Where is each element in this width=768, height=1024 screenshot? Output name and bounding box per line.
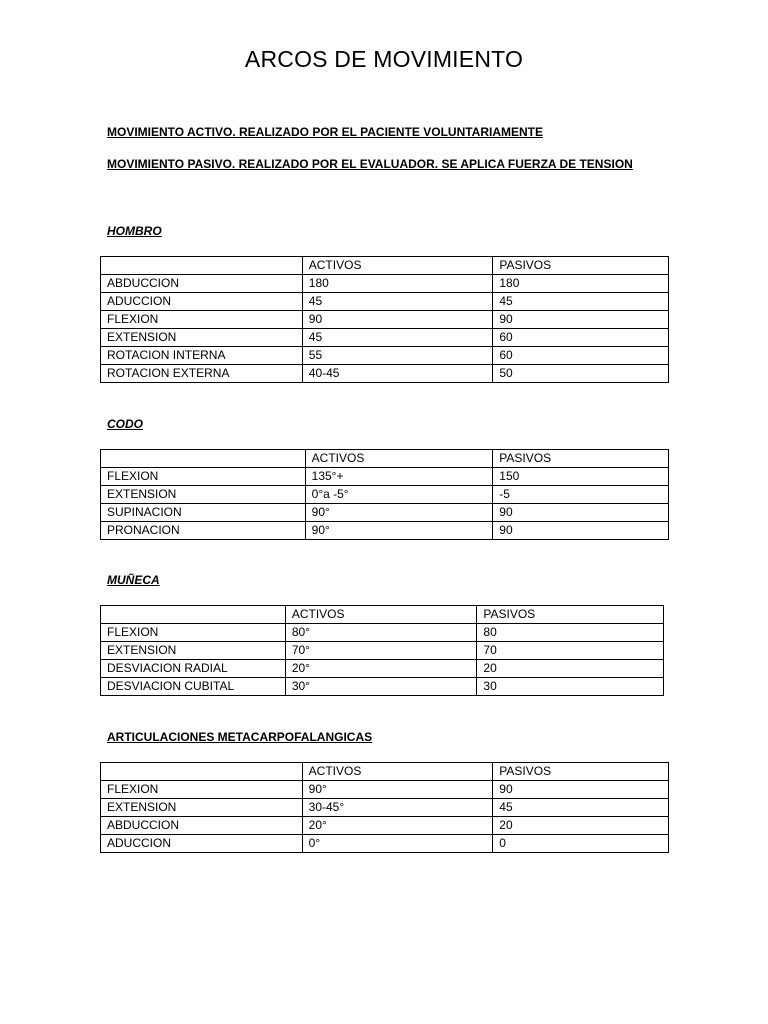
movement-cell: ADUCCION bbox=[101, 293, 303, 311]
activos-cell: 80° bbox=[285, 624, 477, 642]
activos-cell: 0° bbox=[302, 835, 493, 853]
activos-cell: 70° bbox=[285, 642, 477, 660]
pasivos-cell: 20 bbox=[477, 660, 664, 678]
table-header-cell: ACTIVOS bbox=[285, 606, 477, 624]
movement-cell: ROTACION INTERNA bbox=[101, 347, 303, 365]
movement-cell: FLEXION bbox=[101, 781, 303, 799]
activos-cell: 90° bbox=[305, 522, 493, 540]
pasivos-cell: 90 bbox=[493, 504, 669, 522]
table-header-row bbox=[101, 606, 664, 624]
table-row bbox=[101, 781, 669, 799]
pasivos-cell: 50 bbox=[493, 365, 669, 383]
table-row bbox=[101, 799, 669, 817]
table-header-cell bbox=[101, 606, 286, 624]
pasivos-cell: 60 bbox=[493, 347, 669, 365]
pasivos-cell: 90 bbox=[493, 522, 669, 540]
movement-cell: FLEXION bbox=[101, 624, 286, 642]
table-row bbox=[101, 293, 669, 311]
section-heading-muneca: MUÑECA bbox=[107, 573, 160, 587]
pasivos-cell: 30 bbox=[477, 678, 664, 696]
table-muneca bbox=[100, 605, 664, 696]
table-header-cell bbox=[101, 257, 303, 275]
movement-cell: ADUCCION bbox=[101, 835, 303, 853]
activos-cell: 20° bbox=[302, 817, 493, 835]
table-row bbox=[101, 817, 669, 835]
pasivos-cell: 60 bbox=[493, 329, 669, 347]
table-row bbox=[101, 275, 669, 293]
activos-cell: 20° bbox=[285, 660, 477, 678]
table-header-cell: PASIVOS bbox=[477, 606, 664, 624]
section-heading-codo: CODO bbox=[107, 417, 143, 431]
pasivos-cell: 80 bbox=[477, 624, 664, 642]
pasivos-cell: 90 bbox=[493, 781, 669, 799]
activos-cell: 0°a -5° bbox=[305, 486, 493, 504]
table-metacarpofalangicas bbox=[100, 762, 669, 853]
pasivos-cell: 45 bbox=[493, 293, 669, 311]
activos-cell: 90 bbox=[302, 311, 493, 329]
movement-cell: SUPINACION bbox=[101, 504, 306, 522]
activos-cell: 40-45 bbox=[302, 365, 493, 383]
table-row bbox=[101, 347, 669, 365]
pasivos-cell: -5 bbox=[493, 486, 669, 504]
activos-cell: 45 bbox=[302, 293, 493, 311]
pasivos-cell: 150 bbox=[493, 468, 669, 486]
table-header-cell: PASIVOS bbox=[493, 763, 669, 781]
table-hombro bbox=[100, 256, 669, 383]
movement-cell: EXTENSION bbox=[101, 329, 303, 347]
pasivos-cell: 0 bbox=[493, 835, 669, 853]
movement-cell: FLEXION bbox=[101, 311, 303, 329]
table-codo bbox=[100, 449, 669, 540]
table-header-cell: ACTIVOS bbox=[305, 450, 493, 468]
table-row bbox=[101, 660, 664, 678]
table-header-cell: ACTIVOS bbox=[302, 763, 493, 781]
pasivos-cell: 90 bbox=[493, 311, 669, 329]
definition-passive: MOVIMIENTO PASIVO. REALIZADO POR EL EVALUADOR. SE APLICA FUERZA DE TENSION bbox=[107, 157, 633, 171]
table-header-row bbox=[101, 450, 669, 468]
activos-cell: 90° bbox=[305, 504, 493, 522]
pasivos-cell: 20 bbox=[493, 817, 669, 835]
table-row bbox=[101, 486, 669, 504]
table-row bbox=[101, 329, 669, 347]
activos-cell: 45 bbox=[302, 329, 493, 347]
table-row bbox=[101, 678, 664, 696]
movement-cell: FLEXION bbox=[101, 468, 306, 486]
section-heading-hombro: HOMBRO bbox=[107, 224, 162, 238]
pasivos-cell: 70 bbox=[477, 642, 664, 660]
table-row bbox=[101, 468, 669, 486]
table-header-row bbox=[101, 763, 669, 781]
movement-cell: DESVIACION RADIAL bbox=[101, 660, 286, 678]
table-header-cell bbox=[101, 450, 306, 468]
table-header-cell: PASIVOS bbox=[493, 257, 669, 275]
activos-cell: 55 bbox=[302, 347, 493, 365]
pasivos-cell: 180 bbox=[493, 275, 669, 293]
pasivos-cell: 45 bbox=[493, 799, 669, 817]
page-title: ARCOS DE MOVIMIENTO bbox=[244, 46, 524, 72]
table-row bbox=[101, 835, 669, 853]
movement-cell: EXTENSION bbox=[101, 799, 303, 817]
definition-active: MOVIMIENTO ACTIVO. REALIZADO POR EL PACIENTE VOLUNTARIAMENTE bbox=[107, 125, 544, 139]
activos-cell: 135°+ bbox=[305, 468, 493, 486]
activos-cell: 180 bbox=[302, 275, 493, 293]
table-header-row bbox=[101, 257, 669, 275]
table-row bbox=[101, 642, 664, 660]
movement-cell: PRONACION bbox=[101, 522, 306, 540]
movement-cell: EXTENSION bbox=[101, 642, 286, 660]
movement-cell: DESVIACION CUBITAL bbox=[101, 678, 286, 696]
movement-cell: EXTENSION bbox=[101, 486, 306, 504]
table-row bbox=[101, 311, 669, 329]
table-row bbox=[101, 504, 669, 522]
table-header-cell: ACTIVOS bbox=[302, 257, 493, 275]
table-header-cell: PASIVOS bbox=[493, 450, 669, 468]
activos-cell: 30-45° bbox=[302, 799, 493, 817]
activos-cell: 90° bbox=[302, 781, 493, 799]
movement-cell: ROTACION EXTERNA bbox=[101, 365, 303, 383]
table-row bbox=[101, 365, 669, 383]
table-header-cell bbox=[101, 763, 303, 781]
table-row bbox=[101, 522, 669, 540]
table-row bbox=[101, 624, 664, 642]
movement-cell: ABDUCCION bbox=[101, 275, 303, 293]
movement-cell: ABDUCCION bbox=[101, 817, 303, 835]
section-heading-metacarpofalangicas: ARTICULACIONES METACARPOFALANGICAS bbox=[107, 730, 373, 744]
activos-cell: 30° bbox=[285, 678, 477, 696]
